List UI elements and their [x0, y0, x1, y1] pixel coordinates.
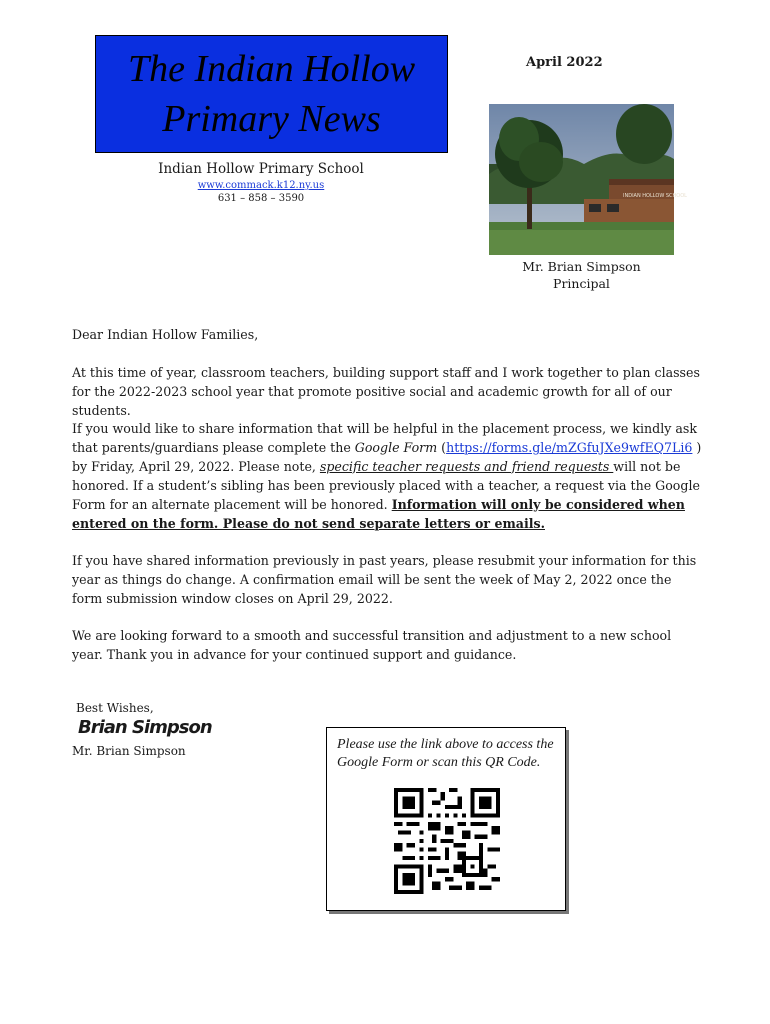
- newsletter-title-line2: Primary News: [162, 98, 381, 140]
- issue-date: April 2022: [526, 55, 603, 70]
- form-only-notice: Information will only be considered when entered on the form. Please do not send separate letters or emails.: [72, 497, 685, 531]
- letter-closing: Best Wishes,: [76, 701, 154, 715]
- letter-paragraph-3: If you have shared information previously in past years, please resubmit your information for this year as things do change. A confirmation email will be sent the week of May 2, 2022 once the form submission window closes on April 29, 2022.: [72, 553, 697, 606]
- google-form-link[interactable]: https://forms.gle/mZGfuJXe9wfEQ7Li6: [446, 440, 693, 455]
- principal-title: Principal: [553, 276, 610, 291]
- photo-building-sign: INDIAN HOLLOW SCHOOL: [623, 193, 687, 199]
- school-website-link[interactable]: www.commack.k12.ny.us: [197, 180, 325, 191]
- principal-name: Mr. Brian Simpson: [522, 259, 641, 274]
- signer-name: Mr. Brian Simpson: [72, 744, 186, 758]
- letter-paragraph-2: If you would like to share information that will be helpful in the placement process, we kindly ask that parents/guardians please complete the Google Form (https://forms.gle/mZGfuJXe9wfEQ7Li6 ) by Friday, April 29, 2022. Please note, specific teacher requests and friend requests will not be honored. If a student’s sibling has been previously placed with a teacher, a request via the Google Form for an alternate placement will be honored. Information will only be considered when entered on the form. Please do not send separate letters or emails.: [72, 421, 702, 531]
- letter-paragraph-1: At this time of year, classroom teachers, building support staff and I work together to plan classes for the 2022-2023 school year that promote positive social and academic growth for all of our students.: [72, 365, 700, 418]
- qr-code-image[interactable]: [394, 788, 500, 894]
- letter-paragraph-4: We are looking forward to a smooth and successful transition and adjustment to a new school year. Thank you in advance for your continued support and guidance.: [72, 628, 672, 662]
- letter-greeting: Dear Indian Hollow Families,: [72, 327, 259, 342]
- qr-instructions: Please use the link above to access the Google Form or scan this QR Code.: [337, 737, 554, 770]
- google-form-label: Google Form: [354, 440, 438, 455]
- school-phone: 631 – 858 – 3590: [217, 193, 305, 204]
- newsletter-title-line1: The Indian Hollow: [127, 48, 416, 90]
- requests-emphasis: specific teacher requests and friend requests: [319, 459, 614, 474]
- newsletter-title-banner: [95, 35, 448, 153]
- school-name: Indian Hollow Primary School: [158, 161, 364, 177]
- qr-code-callout: [326, 727, 566, 911]
- handwritten-signature: Brian Simpson: [78, 717, 212, 738]
- school-building-photo: [489, 104, 687, 255]
